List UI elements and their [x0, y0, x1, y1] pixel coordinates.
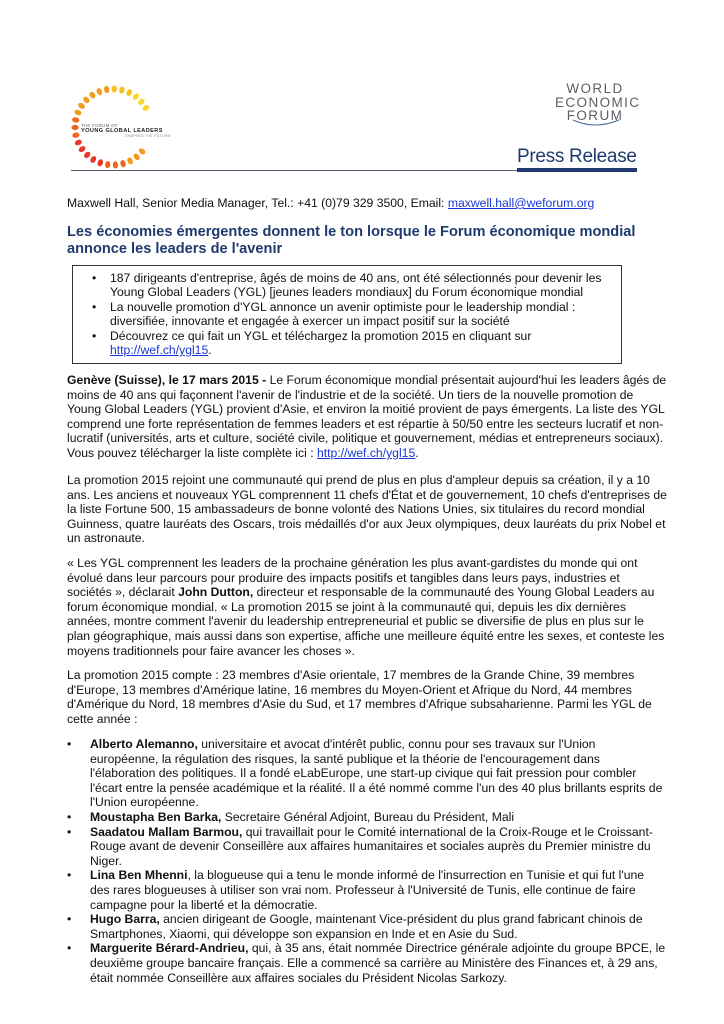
paragraph-community: La promotion 2015 rejoint une communauté qui prend de plus en plus d'ampleur depuis sa création, il y a 10 ans. Les anciens et nouveaux YGL comprennent 11 chefs d'État et de gouvernement, 10 chefs d'entreprises de la liste Fortune 500, 15 ambassadeurs de bonne volonté des Nations Unies, six titulaires du record mondial Guinness, quatre lauréats des Oscars, trois médaillés d'or aux Jeux olympiques, deux lauréats du prix Nobel et un astronaute. [67, 473, 667, 546]
wef-logo-line1: WORLD [566, 81, 624, 96]
quote-text-cont: directeur et responsable de la communauté des Young Global Leaders au forum économique mondial. « La promotion 2015 se joint à la communauté qui, depuis les dix dernières années, montre comment l'avenir du leadership entrepreneurial et public se diversifie de plus en plus sur le plan géographique, mais aussi dans son expertise, affiche une meilleure équité entre les sexes, et conteste les moyens traditionnels pour faire avancer les choses ». [67, 585, 665, 658]
summary-item [92, 328, 621, 358]
member-name: Alberto Alemanno, [90, 737, 198, 751]
wef-logo-line3: FORUM [566, 108, 624, 123]
list-item [67, 810, 667, 825]
summary-item [92, 271, 621, 300]
summary-item-text: 187 dirigeants d'entreprise, âgés de moins de 40 ans, ont été sélectionnés pour devenir les Young Global Leaders (YGL) [jeunes leaders mondiaux] du Forum économique mondial [110, 271, 602, 300]
paragraph-punct: . [415, 445, 419, 460]
contact-email-link[interactable]: maxwell.hall@weforum.org [447, 196, 595, 210]
list-item [67, 941, 667, 985]
member-name: Moustapha Ben Barka, [90, 809, 222, 824]
press-release-underline [517, 168, 637, 172]
member-description: qui, à 35 ans, était nommée Directrice générale adjointe du groupe BPCE, le deuxième groupe bancaire français. Elle a commencé sa carrière au Ministère des Finances et, à 29 ans, était nommée Conseillère aux affaires sociales du Président Nicolas Sarkozy. [90, 941, 666, 985]
contact-line [67, 196, 594, 210]
summary-box [72, 265, 622, 364]
paragraph-intro [67, 373, 667, 461]
paragraph-regions: La promotion 2015 compte : 23 membres d'Asie orientale, 17 membres de la Grande Chine, 39 membres d'Europe, 13 membres d'Amérique latine, 16 membres du Moyen-Orient et Afrique du Nord, 44 membres d'Amérique du Nord, 18 membres d'Asie du Sud, et 17 membres d'Afrique subsaharienne. Parmi les YGL de cette année : [67, 668, 652, 726]
member-description: ancien dirigeant de Google, maintenant Vice-président du plus grand fabricant chinois de Smartphones, Xiaomi, qui développe son expansion en Inde et en Asie du Sud. [90, 912, 643, 941]
summary-item [92, 299, 621, 329]
list-item [67, 912, 667, 941]
dateline: Genève (Suisse), le 17 mars 2015 - [67, 373, 267, 387]
member-name: Saadatou Mallam Barmou, [90, 824, 243, 839]
quote-text: « Les YGL comprennent les leaders de la prochaine génération les plus avant-gardistes du monde qui ont évolué dans leur parcours pour produire des impacts positifs et tangibles dans leurs pays, industries et sociétés », déclarait [67, 556, 638, 600]
member-description: Secretaire Général Adjoint, Bureau du Président, Mali [221, 809, 515, 824]
summary-item-text: La nouvelle promotion d'YGL annonce un avenir optimiste pour le leadership mondial : diversifiée, innovante et engagée à exercer un impact positif sur la société [110, 299, 576, 329]
ygl15-list-link[interactable]: http://wef.ch/ygl15 [316, 445, 416, 460]
bullet-icon: • [67, 941, 72, 956]
bullet-icon: • [67, 912, 72, 927]
list-item [67, 868, 667, 912]
bullet-icon: • [67, 824, 72, 839]
page-title: Les économies émergentes donnent le ton lorsque le Forum économique mondial annonce les leaders de l'avenir [67, 224, 636, 257]
bullet-icon: • [92, 328, 97, 343]
header-divider [71, 170, 517, 171]
list-item [67, 737, 667, 810]
paragraph-quote [67, 556, 667, 658]
bullet-icon: • [67, 809, 72, 824]
quote-speaker: John Dutton, [178, 585, 254, 600]
member-name: Lina Ben Mhenni [90, 868, 188, 883]
ygl-logo-text [81, 123, 171, 140]
contact-text: Maxwell Hall, Senior Media Manager, Tel.: +41 (0)79 329 3500, Email: [67, 196, 448, 210]
ygl-logo-line3: SHAPING THE FUTURE [125, 134, 171, 138]
wef-logo [555, 81, 641, 142]
member-description: , la blogueuse qui a tenu le monde informé de l'insurrection en Tunisie et qui fut l'une des rares blogueuses à utiliser son vrai nom. Professeur à l'Université de Tunis, elle continue de faire campagne pour la liberté et la démocratie. [90, 868, 645, 912]
list-item [67, 825, 667, 869]
bullet-icon: • [67, 737, 72, 751]
ygl-logo-line1: THE FORUM OF [81, 123, 118, 128]
paragraph-text: Le Forum économique mondial présentait aujourd'hui les leaders âgés de moins de 40 ans qui façonnent l'avenir de l'industrie et de la société. Un tiers de la nouvelle promotion de Young Global Leaders (YGL) provient d'Asie, et environ la moitié provient de pays émergents. La liste des YGL comprend une forte représentation de femmes leaders et est répartie à 50/50 entre les secteurs lucratif et non-lucratif (universités, arts et culture, société civile, politique et gouvernement, médias et entrepreneurs sociaux). Vous pouvez télécharger la liste complète ici : [67, 373, 667, 460]
bullet-icon: • [92, 271, 97, 285]
member-description: universitaire et avocat d'intérêt public, connu pour ses travaux sur l'Union européenne, la régulation des risques, la santé publique et la théorie de l'encouragement dans l'élaboration des politiques. Il a fondé eLabEurope, une start-up civique qui fait pression pour combler l'écart entre la pensée académique et la réalité. Il a été nommé comme l'un des 40 plus brillants esprits de l'Union européenne. [90, 737, 663, 810]
bullet-icon: • [67, 868, 72, 883]
wef-logo-line2: ECONOMIC [555, 94, 641, 110]
summary-item-text: Découvrez ce qui fait un YGL et téléchargez la promotion 2015 en cliquant sur [110, 328, 532, 343]
member-name: Marguerite Bérard-Andrieu, [90, 941, 249, 956]
bullet-icon: • [92, 299, 97, 314]
member-description: qui travaillait pour le Comité international de la Croix-Rouge et le Croissant-Rouge avant de devenir Conseillère aux affaires humanitaires et sociales auprès du Premier ministre du Niger. [90, 824, 653, 868]
member-name: Hugo Barra, [90, 912, 160, 927]
ygl-logo-line2: YOUNG GLOBAL LEADERS [81, 127, 163, 134]
press-release-label: Press Release [517, 146, 637, 167]
summary-item-punct: . [208, 343, 212, 358]
wef-swoosh-icon [555, 118, 635, 128]
summary-list [73, 266, 621, 357]
ygl15-link[interactable]: http://wef.ch/ygl15 [110, 343, 209, 358]
members-list [67, 737, 667, 985]
